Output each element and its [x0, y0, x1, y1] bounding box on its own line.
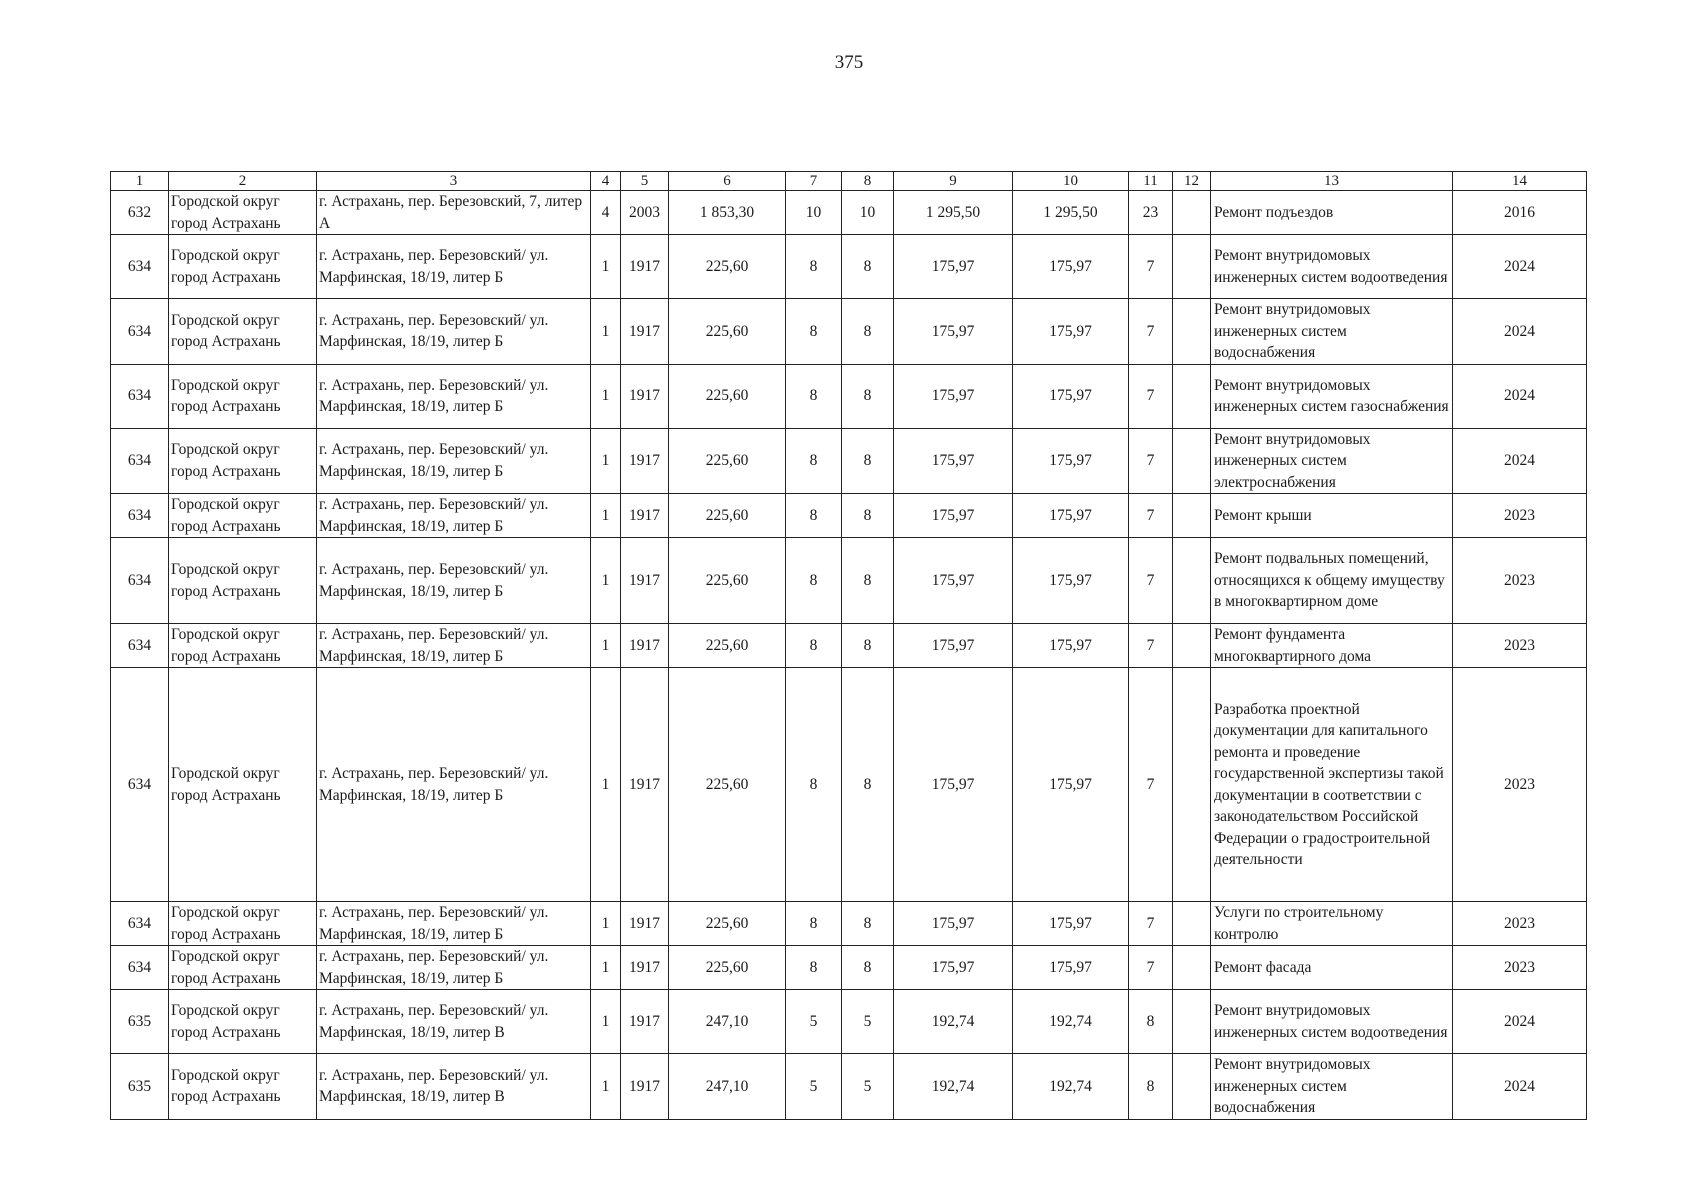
table-cell — [1173, 1054, 1211, 1120]
table-cell: 1 — [591, 364, 621, 428]
municipality-cell: Городской округ город Астрахань — [169, 538, 317, 624]
area-cell: 175,97 — [894, 299, 1013, 365]
area-cell: 1 295,50 — [1013, 191, 1129, 235]
planned-year-cell: 2024 — [1453, 299, 1587, 365]
address-cell: г. Астрахань, пер. Березовский/ ул. Марфинская, 18/19, литер В — [317, 1054, 591, 1120]
table-cell: 8 — [842, 624, 894, 668]
year-built-cell: 1917 — [621, 494, 669, 538]
table-row — [111, 235, 1587, 299]
address-cell: г. Астрахань, пер. Березовский/ ул. Марфинская, 18/19, литер Б — [317, 428, 591, 494]
total-area-cell: 1 853,30 — [669, 191, 786, 235]
area-cell: 175,97 — [1013, 902, 1129, 946]
planned-year-cell: 2023 — [1453, 902, 1587, 946]
table-cell: 8 — [786, 668, 842, 902]
table-cell — [1173, 946, 1211, 990]
record-number: 634 — [111, 364, 169, 428]
column-number: 14 — [1453, 172, 1587, 191]
table-row — [111, 624, 1587, 668]
total-area-cell: 225,60 — [669, 538, 786, 624]
planned-year-cell: 2024 — [1453, 1054, 1587, 1120]
table-row — [111, 538, 1587, 624]
area-cell: 192,74 — [1013, 990, 1129, 1054]
total-area-cell: 225,60 — [669, 364, 786, 428]
year-built-cell: 1917 — [621, 990, 669, 1054]
planned-year-cell: 2023 — [1453, 494, 1587, 538]
repair-register-table — [110, 171, 1587, 1120]
address-cell: г. Астрахань, пер. Березовский/ ул. Марфинская, 18/19, литер В — [317, 990, 591, 1054]
work-type-cell: Ремонт внутридомовых инженерных систем водоотведения — [1211, 990, 1453, 1054]
municipality-cell: Городской округ город Астрахань — [169, 902, 317, 946]
area-cell: 175,97 — [1013, 235, 1129, 299]
table-cell: 7 — [1129, 624, 1173, 668]
record-number: 634 — [111, 235, 169, 299]
total-area-cell: 247,10 — [669, 990, 786, 1054]
work-type-cell: Ремонт внутридомовых инженерных систем водоснабжения — [1211, 299, 1453, 365]
year-built-cell: 1917 — [621, 668, 669, 902]
record-number: 635 — [111, 1054, 169, 1120]
column-number: 8 — [842, 172, 894, 191]
table-cell — [1173, 668, 1211, 902]
record-number: 634 — [111, 668, 169, 902]
table-cell — [1173, 235, 1211, 299]
table-cell: 8 — [786, 299, 842, 365]
table-cell: 8 — [786, 902, 842, 946]
table-cell: 8 — [842, 946, 894, 990]
table-cell: 1 — [591, 624, 621, 668]
year-built-cell: 1917 — [621, 364, 669, 428]
work-type-cell: Ремонт внутридомовых инженерных систем электроснабжения — [1211, 428, 1453, 494]
planned-year-cell: 2023 — [1453, 538, 1587, 624]
table-cell: 7 — [1129, 235, 1173, 299]
table-cell: 5 — [786, 1054, 842, 1120]
record-number: 634 — [111, 902, 169, 946]
table-cell — [1173, 538, 1211, 624]
area-cell: 175,97 — [894, 668, 1013, 902]
table-cell: 5 — [842, 990, 894, 1054]
address-cell: г. Астрахань, пер. Березовский/ ул. Марфинская, 18/19, литер Б — [317, 946, 591, 990]
table-row — [111, 946, 1587, 990]
planned-year-cell: 2024 — [1453, 364, 1587, 428]
area-cell: 175,97 — [1013, 364, 1129, 428]
table-row — [111, 668, 1587, 902]
table-cell: 8 — [842, 902, 894, 946]
table-cell: 7 — [1129, 946, 1173, 990]
planned-year-cell: 2023 — [1453, 946, 1587, 990]
area-cell: 1 295,50 — [894, 191, 1013, 235]
total-area-cell: 225,60 — [669, 624, 786, 668]
table-row — [111, 299, 1587, 365]
page-number: 375 — [834, 52, 864, 73]
column-number: 3 — [317, 172, 591, 191]
planned-year-cell: 2023 — [1453, 624, 1587, 668]
table-cell: 8 — [786, 494, 842, 538]
address-cell: г. Астрахань, пер. Березовский/ ул. Марфинская, 18/19, литер Б — [317, 624, 591, 668]
area-cell: 175,97 — [1013, 624, 1129, 668]
table-cell: 1 — [591, 1054, 621, 1120]
record-number: 632 — [111, 191, 169, 235]
table-cell: 1 — [591, 299, 621, 365]
total-area-cell: 225,60 — [669, 494, 786, 538]
planned-year-cell: 2024 — [1453, 990, 1587, 1054]
table-row — [111, 990, 1587, 1054]
table-cell: 8 — [842, 668, 894, 902]
year-built-cell: 1917 — [621, 538, 669, 624]
work-type-cell: Разработка проектной документации для капитального ремонта и проведение государственной экспертизы такой документации в соответствии с законодательством Российской Федерации о градостроительной деятельности — [1211, 668, 1453, 902]
year-built-cell: 1917 — [621, 902, 669, 946]
work-type-cell: Ремонт внутридомовых инженерных систем водоотведения — [1211, 235, 1453, 299]
area-cell: 175,97 — [1013, 668, 1129, 902]
address-cell: г. Астрахань, пер. Березовский/ ул. Марфинская, 18/19, литер Б — [317, 902, 591, 946]
table-cell: 8 — [786, 235, 842, 299]
table-cell — [1173, 990, 1211, 1054]
column-number: 13 — [1211, 172, 1453, 191]
municipality-cell: Городской округ город Астрахань — [169, 364, 317, 428]
table-row — [111, 191, 1587, 235]
table-cell: 4 — [591, 191, 621, 235]
table-cell: 5 — [842, 1054, 894, 1120]
area-cell: 175,97 — [894, 235, 1013, 299]
table-cell: 1 — [591, 538, 621, 624]
municipality-cell: Городской округ город Астрахань — [169, 191, 317, 235]
record-number: 634 — [111, 299, 169, 365]
area-cell: 175,97 — [1013, 494, 1129, 538]
column-number: 5 — [621, 172, 669, 191]
area-cell: 175,97 — [1013, 538, 1129, 624]
table-cell: 7 — [1129, 299, 1173, 365]
table-cell: 8 — [786, 428, 842, 494]
record-number: 634 — [111, 624, 169, 668]
address-cell: г. Астрахань, пер. Березовский/ ул. Марфинская, 18/19, литер Б — [317, 235, 591, 299]
column-number: 6 — [669, 172, 786, 191]
year-built-cell: 1917 — [621, 299, 669, 365]
total-area-cell: 225,60 — [669, 946, 786, 990]
area-cell: 175,97 — [894, 364, 1013, 428]
planned-year-cell: 2023 — [1453, 668, 1587, 902]
table-cell: 1 — [591, 235, 621, 299]
table-cell: 8 — [842, 428, 894, 494]
address-cell: г. Астрахань, пер. Березовский/ ул. Марфинская, 18/19, литер Б — [317, 538, 591, 624]
table-cell: 1 — [591, 668, 621, 902]
year-built-cell: 1917 — [621, 428, 669, 494]
table-cell: 1 — [591, 990, 621, 1054]
record-number: 634 — [111, 494, 169, 538]
table-cell: 8 — [842, 299, 894, 365]
work-type-cell: Ремонт внутридомовых инженерных систем газоснабжения — [1211, 364, 1453, 428]
address-cell: г. Астрахань, пер. Березовский/ ул. Марфинская, 18/19, литер Б — [317, 299, 591, 365]
planned-year-cell: 2024 — [1453, 235, 1587, 299]
table-cell: 8 — [786, 946, 842, 990]
work-type-cell: Ремонт крыши — [1211, 494, 1453, 538]
table-cell: 1 — [591, 946, 621, 990]
area-cell: 175,97 — [1013, 946, 1129, 990]
table-row — [111, 364, 1587, 428]
municipality-cell: Городской округ город Астрахань — [169, 428, 317, 494]
municipality-cell: Городской округ город Астрахань — [169, 494, 317, 538]
total-area-cell: 225,60 — [669, 668, 786, 902]
table-cell: 1 — [591, 902, 621, 946]
area-cell: 192,74 — [1013, 1054, 1129, 1120]
municipality-cell: Городской округ город Астрахань — [169, 299, 317, 365]
table-cell: 7 — [1129, 428, 1173, 494]
table-cell: 7 — [1129, 902, 1173, 946]
area-cell: 175,97 — [894, 946, 1013, 990]
table-cell: 8 — [786, 538, 842, 624]
table-cell — [1173, 494, 1211, 538]
municipality-cell: Городской округ город Астрахань — [169, 946, 317, 990]
year-built-cell: 1917 — [621, 235, 669, 299]
year-built-cell: 2003 — [621, 191, 669, 235]
area-cell: 175,97 — [894, 624, 1013, 668]
address-cell: г. Астрахань, пер. Березовский/ ул. Марфинская, 18/19, литер Б — [317, 364, 591, 428]
table-cell: 5 — [786, 990, 842, 1054]
area-cell: 192,74 — [894, 990, 1013, 1054]
total-area-cell: 225,60 — [669, 428, 786, 494]
municipality-cell: Городской округ город Астрахань — [169, 624, 317, 668]
work-type-cell: Ремонт подъездов — [1211, 191, 1453, 235]
municipality-cell: Городской округ город Астрахань — [169, 668, 317, 902]
planned-year-cell: 2016 — [1453, 191, 1587, 235]
table-cell — [1173, 364, 1211, 428]
column-number: 2 — [169, 172, 317, 191]
column-number: 4 — [591, 172, 621, 191]
record-number: 634 — [111, 538, 169, 624]
table-cell: 23 — [1129, 191, 1173, 235]
work-type-cell: Ремонт подвальных помещений, относящихся к общему имуществу в многоквартирном доме — [1211, 538, 1453, 624]
area-cell: 175,97 — [894, 428, 1013, 494]
table-row — [111, 902, 1587, 946]
table-cell: 8 — [842, 364, 894, 428]
table-cell — [1173, 624, 1211, 668]
table-cell: 1 — [591, 428, 621, 494]
municipality-cell: Городской округ город Астрахань — [169, 1054, 317, 1120]
work-type-cell: Ремонт внутридомовых инженерных систем водоснабжения — [1211, 1054, 1453, 1120]
column-number-row — [111, 172, 1587, 191]
table-cell: 8 — [786, 624, 842, 668]
record-number: 635 — [111, 990, 169, 1054]
table-cell: 8 — [786, 364, 842, 428]
table-cell: 8 — [842, 235, 894, 299]
work-type-cell: Ремонт фундамента многоквартирного дома — [1211, 624, 1453, 668]
work-type-cell: Услуги по строительному контролю — [1211, 902, 1453, 946]
area-cell: 192,74 — [894, 1054, 1013, 1120]
total-area-cell: 247,10 — [669, 1054, 786, 1120]
table-row — [111, 494, 1587, 538]
table-cell: 10 — [842, 191, 894, 235]
area-cell: 175,97 — [1013, 428, 1129, 494]
table-cell — [1173, 428, 1211, 494]
table-cell: 7 — [1129, 668, 1173, 902]
year-built-cell: 1917 — [621, 946, 669, 990]
table-row — [111, 1054, 1587, 1120]
record-number: 634 — [111, 946, 169, 990]
year-built-cell: 1917 — [621, 1054, 669, 1120]
area-cell: 175,97 — [894, 538, 1013, 624]
municipality-cell: Городской округ город Астрахань — [169, 990, 317, 1054]
table-cell: 10 — [786, 191, 842, 235]
table-cell — [1173, 902, 1211, 946]
total-area-cell: 225,60 — [669, 299, 786, 365]
table-cell: 8 — [842, 538, 894, 624]
column-number: 9 — [894, 172, 1013, 191]
address-cell: г. Астрахань, пер. Березовский, 7, литер А — [317, 191, 591, 235]
table-cell: 1 — [591, 494, 621, 538]
column-number: 12 — [1173, 172, 1211, 191]
address-cell: г. Астрахань, пер. Березовский/ ул. Марфинская, 18/19, литер Б — [317, 668, 591, 902]
table-cell: 7 — [1129, 364, 1173, 428]
year-built-cell: 1917 — [621, 624, 669, 668]
table-cell: 8 — [1129, 1054, 1173, 1120]
record-number: 634 — [111, 428, 169, 494]
column-number: 10 — [1013, 172, 1129, 191]
municipality-cell: Городской округ город Астрахань — [169, 235, 317, 299]
table-cell: 8 — [1129, 990, 1173, 1054]
area-cell: 175,97 — [894, 902, 1013, 946]
table-cell: 8 — [842, 494, 894, 538]
table-row — [111, 428, 1587, 494]
table-cell — [1173, 191, 1211, 235]
total-area-cell: 225,60 — [669, 235, 786, 299]
table-cell: 7 — [1129, 494, 1173, 538]
work-type-cell: Ремонт фасада — [1211, 946, 1453, 990]
column-number: 11 — [1129, 172, 1173, 191]
table-cell — [1173, 299, 1211, 365]
total-area-cell: 225,60 — [669, 902, 786, 946]
table-cell: 7 — [1129, 538, 1173, 624]
address-cell: г. Астрахань, пер. Березовский/ ул. Марфинская, 18/19, литер Б — [317, 494, 591, 538]
planned-year-cell: 2024 — [1453, 428, 1587, 494]
area-cell: 175,97 — [1013, 299, 1129, 365]
column-number: 1 — [111, 172, 169, 191]
area-cell: 175,97 — [894, 494, 1013, 538]
column-number: 7 — [786, 172, 842, 191]
